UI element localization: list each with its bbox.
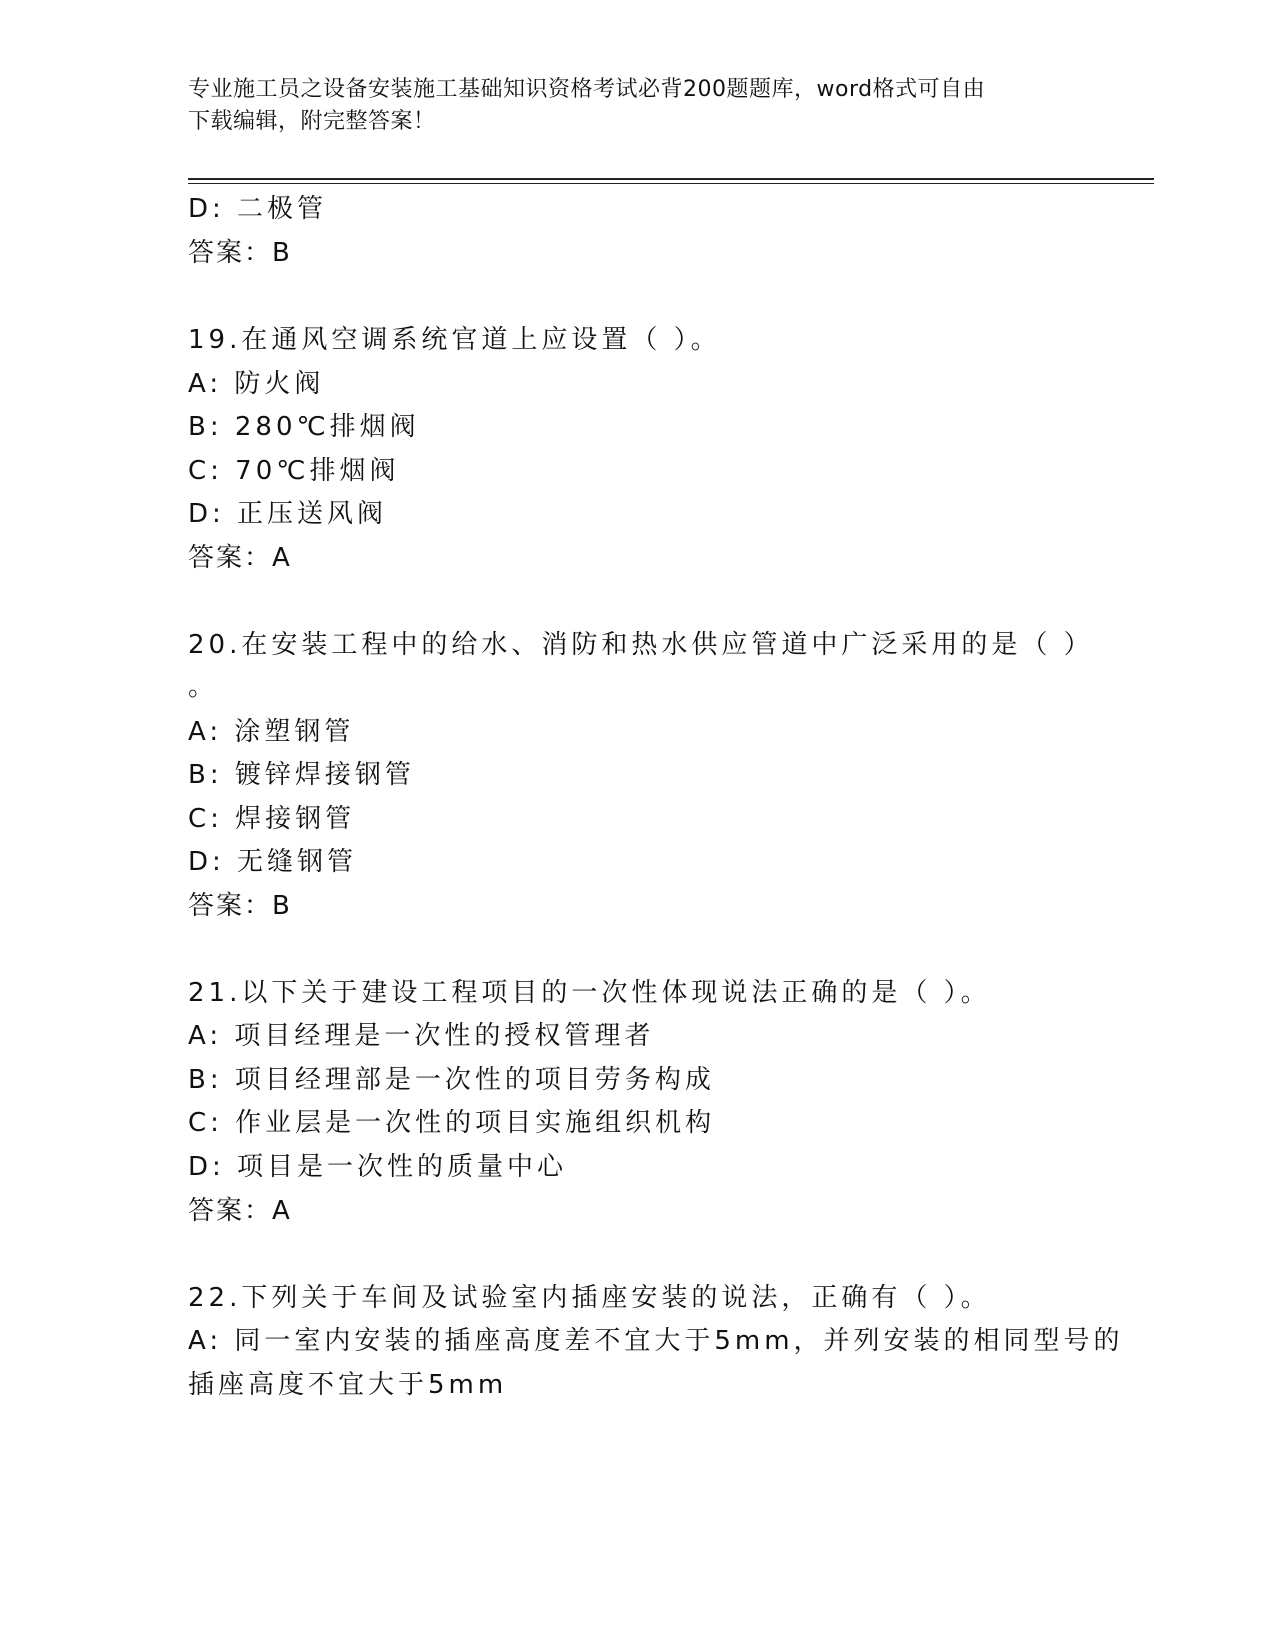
q18-option-d: D: 二极管 [188, 194, 328, 224]
q21-answer: 答案：A [188, 1196, 292, 1226]
q19-answer: 答案：A [188, 543, 292, 573]
q19-option-c: C: 70℃排烟阀 [188, 456, 400, 486]
header-line-1: 专业施工员之设备安装施工基础知识资格考试必背200题题库，word格式可自由 [188, 77, 986, 102]
q19-question: 19.在通风空调系统官道上应设置（ ）。 [188, 325, 721, 355]
q22-option-a-cont: 插座高度不宜大于5mm [188, 1370, 508, 1400]
document-header [188, 74, 1088, 138]
q20-question-cont: 。 [188, 672, 219, 702]
q21-option-a: A: 项目经理是一次性的授权管理者 [188, 1021, 655, 1051]
header-line-2: 下载编辑，附完整答案！ [188, 109, 436, 134]
q20-question: 20.在安装工程中的给水、消防和热水供应管道中广泛采用的是（ ） [188, 630, 1094, 660]
q19-option-b: B: 280℃排烟阀 [188, 412, 420, 442]
q19-option-d: D: 正压送风阀 [188, 499, 388, 529]
q20-option-b: B: 镀锌焊接钢管 [188, 760, 415, 790]
q22-option-a: A: 同一室内安装的插座高度差不宜大于5mm，并列安装的相同型号的 [188, 1326, 1124, 1356]
q20-option-d: D: 无缝钢管 [188, 847, 358, 877]
q19-option-a: A: 防火阀 [188, 369, 325, 399]
q18-answer: 答案：B [188, 238, 292, 268]
q21-option-c: C: 作业层是一次性的项目实施组织机构 [188, 1108, 716, 1138]
header-rule-thin [188, 183, 1154, 184]
q20-answer: 答案：B [188, 891, 292, 921]
q20-option-c: C: 焊接钢管 [188, 804, 356, 834]
q22-question: 22.下列关于车间及试验室内插座安装的说法，正确有（ ）。 [188, 1283, 991, 1313]
q21-option-d: D: 项目是一次性的质量中心 [188, 1152, 568, 1182]
header-rule-thick [188, 178, 1154, 180]
q20-option-a: A: 涂塑钢管 [188, 717, 355, 747]
q21-question: 21.以下关于建设工程项目的一次性体现说法正确的是（ ）。 [188, 978, 991, 1008]
q21-option-b: B: 项目经理部是一次性的项目劳务构成 [188, 1065, 715, 1095]
